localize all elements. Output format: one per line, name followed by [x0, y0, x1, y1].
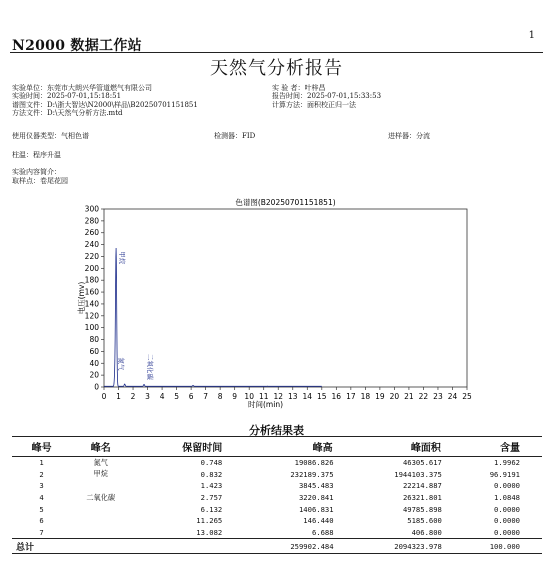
header-divider	[10, 52, 543, 53]
meta-value: 2025-07-01,15:33:53	[307, 92, 382, 101]
x-tick-label: 18	[360, 392, 371, 401]
x-tick-label: 8	[217, 392, 223, 401]
peak-label: 甲烷	[118, 251, 127, 265]
col-header-retention: 保留时间	[130, 437, 230, 457]
peak-label: 二氧化碳	[146, 353, 155, 380]
cell-area: 22214.887	[402, 481, 442, 491]
x-tick-label: 9	[232, 392, 238, 401]
x-tick-label: 0	[101, 392, 107, 401]
system-name: N2000 数据工作站	[12, 38, 142, 54]
x-tick-label: 11	[258, 392, 269, 401]
cell-peak-name: 二氧化碳	[86, 492, 116, 502]
cell-height: 19086.826	[294, 458, 334, 468]
table-row	[12, 515, 542, 527]
meta-row-method	[12, 109, 198, 117]
detector	[214, 131, 255, 141]
meta-label: 计算方法：	[272, 100, 307, 109]
cell-area: 5185.600	[407, 516, 442, 526]
cell-retention: 0.748	[200, 458, 223, 468]
x-tick-label: 2	[130, 392, 136, 401]
cell-retention: 6.132	[200, 504, 223, 514]
cell-peak-no: 7	[39, 527, 44, 537]
x-tick-label: 10	[244, 392, 254, 401]
results-table	[12, 436, 542, 554]
cell-peak-name	[71, 480, 130, 492]
cell-peak-name	[71, 503, 130, 515]
meta-label: 实验单位：	[12, 84, 47, 92]
cell-peak-no: 4	[39, 493, 44, 503]
y-tick-label: 100	[84, 323, 99, 333]
instrument-type-value: 气相色谱	[61, 132, 89, 140]
cell-height: 1406.831	[298, 504, 334, 514]
injector-value: 分流	[416, 132, 430, 140]
meta-row-chromfile	[12, 101, 198, 109]
meta-row-calc-method	[272, 101, 381, 109]
cell-height: 146.440	[303, 516, 334, 526]
table-row	[12, 492, 542, 504]
meta-value: D:\天然气分析方法.mtd	[47, 108, 123, 117]
cell-height: 3220.841	[298, 493, 334, 503]
y-axis-label: 电压(mv)	[77, 281, 86, 315]
cell-peak-no: 3	[39, 481, 44, 491]
cell-retention: 2.757	[200, 493, 223, 503]
meta-right	[272, 84, 381, 109]
table-row	[12, 469, 542, 481]
meta-value: D:\浙大智达\N2000\样品\B20250701151851	[47, 100, 198, 109]
x-tick-label: 4	[159, 392, 165, 401]
sample-point	[12, 176, 68, 186]
cell-area: 406.800	[411, 527, 442, 537]
y-tick-label: 20	[89, 370, 99, 380]
x-tick-label: 6	[188, 392, 194, 401]
instrument-type-label: 使用仪器类型：	[12, 132, 61, 140]
x-tick-label: 23	[433, 392, 443, 401]
results-title: 分析结果表	[249, 424, 304, 437]
table-row	[12, 480, 542, 492]
table-row	[12, 503, 542, 515]
y-tick-label: 200	[84, 263, 99, 273]
cell-retention: 13.082	[196, 527, 223, 537]
col-header-peak-no: 峰号	[12, 437, 71, 457]
x-tick-label: 3	[145, 392, 150, 401]
cell-retention: 11.265	[196, 516, 223, 526]
table-row	[12, 457, 542, 469]
cell-content: 1.9962	[494, 458, 520, 468]
y-tick-label: 40	[89, 358, 99, 368]
total-row	[12, 539, 542, 554]
cell-peak-no: 2	[39, 469, 44, 479]
meta-label: 谱图文件：	[12, 100, 47, 109]
cell-height: 6.688	[311, 527, 334, 537]
detector-label: 检测器：	[214, 132, 242, 140]
report-title: 天然气分析报告	[210, 58, 343, 79]
x-tick-label: 15	[317, 392, 327, 401]
total-height: 259902.484	[230, 539, 333, 554]
x-tick-label: 12	[273, 392, 284, 401]
cell-content: 0.0000	[494, 516, 520, 526]
cell-height: 232189.375	[290, 469, 334, 479]
meta-label: 实 验 者：	[272, 84, 305, 92]
col-header-area: 峰面积	[334, 437, 442, 457]
signal-trace	[104, 248, 322, 386]
column-temp-value: 程序升温	[33, 151, 61, 159]
total-label: 总计	[12, 539, 71, 554]
cell-content: 0.0000	[494, 527, 520, 537]
y-tick-label: 60	[89, 346, 99, 356]
column-temp	[12, 150, 61, 160]
x-tick-label: 17	[346, 392, 356, 401]
detector-value: FID	[242, 132, 256, 140]
meta-value: 面积校正归一法	[307, 100, 356, 109]
cell-area: 49785.898	[402, 504, 442, 514]
y-tick-label: 140	[84, 299, 99, 309]
y-tick-label: 300	[84, 204, 99, 214]
col-header-height: 峰高	[230, 437, 333, 457]
x-tick-label: 16	[331, 392, 342, 401]
meta-value: 2025-07-01,15:18:51	[47, 92, 122, 101]
cell-peak-name	[71, 515, 130, 527]
results-header-row	[12, 437, 542, 457]
x-tick-label: 14	[302, 392, 313, 401]
x-axis-label: 时间(min)	[248, 400, 283, 409]
y-tick-label: 80	[89, 335, 99, 345]
col-header-content: 含量	[442, 437, 542, 457]
meta-row-report-time	[272, 92, 381, 100]
total-area: 2094323.978	[334, 539, 442, 554]
x-tick-label: 13	[287, 392, 298, 401]
x-tick-label: 19	[375, 392, 385, 401]
cell-content: 1.0848	[494, 493, 520, 503]
table-row	[12, 527, 542, 539]
x-tick-label: 1	[116, 392, 121, 401]
meta-left	[12, 84, 198, 117]
cell-area: 46305.617	[402, 458, 442, 468]
y-tick-label: 120	[84, 311, 99, 321]
cell-area: 1944103.375	[394, 469, 442, 479]
cell-height: 3845.483	[298, 481, 334, 491]
x-tick-label: 20	[389, 392, 400, 401]
peak-label: 氮气	[116, 357, 125, 371]
y-tick-label: 260	[84, 228, 99, 238]
cell-content: 96.9191	[489, 469, 520, 479]
meta-label: 报告时间：	[272, 92, 307, 101]
x-tick-label: 24	[447, 392, 458, 401]
cell-content: 0.0000	[494, 481, 520, 491]
column-temp-label: 柱温：	[12, 151, 33, 159]
experiment-intro-label: 实验内容简介：	[12, 168, 61, 176]
cell-peak-no: 1	[39, 458, 44, 468]
cell-retention: 0.832	[200, 469, 223, 479]
cell-peak-name: 氮气	[93, 457, 108, 467]
x-tick-label: 22	[418, 392, 429, 401]
col-header-peak-name: 峰名	[71, 437, 130, 457]
cell-peak-name: 甲烷	[93, 469, 108, 479]
page-number: 1	[528, 30, 535, 41]
meta-value: 叶梓昌	[304, 84, 326, 92]
meta-label: 方法文件：	[12, 108, 47, 117]
cell-peak-no: 6	[39, 516, 44, 526]
y-tick-label: 0	[94, 382, 99, 392]
x-tick-label: 25	[462, 392, 472, 401]
cell-area: 26321.801	[402, 493, 442, 503]
y-tick-label: 220	[84, 251, 99, 261]
chart-title: 色谱图(B20250701151851)	[235, 198, 336, 207]
y-tick-label: 280	[84, 216, 99, 226]
y-tick-label: 240	[84, 240, 99, 250]
y-tick-label: 160	[84, 287, 99, 297]
sample-point-label: 取样点：	[12, 177, 40, 185]
x-tick-label: 5	[174, 392, 179, 401]
injector	[388, 131, 430, 141]
meta-row-time	[12, 92, 198, 100]
plot-frame	[104, 209, 467, 387]
sample-point-value: 卷尾花园	[40, 177, 68, 185]
cell-content: 0.0000	[494, 504, 520, 514]
total-empty	[130, 539, 230, 554]
meta-value: 东莞市大朗兴华管道燃气有限公司	[47, 84, 152, 92]
chromatogram-chart	[60, 196, 480, 416]
cell-peak-name	[71, 527, 130, 539]
total-empty	[71, 539, 130, 554]
cell-retention: 1.423	[200, 481, 223, 491]
x-tick-label: 21	[404, 392, 414, 401]
instrument-type	[12, 131, 89, 141]
y-tick-label: 180	[84, 275, 99, 285]
meta-label: 实验时间：	[12, 92, 47, 101]
total-content: 100.000	[442, 539, 542, 554]
x-tick-label: 7	[203, 392, 209, 401]
cell-peak-no: 5	[39, 504, 44, 514]
injector-label: 进样器：	[388, 132, 416, 140]
